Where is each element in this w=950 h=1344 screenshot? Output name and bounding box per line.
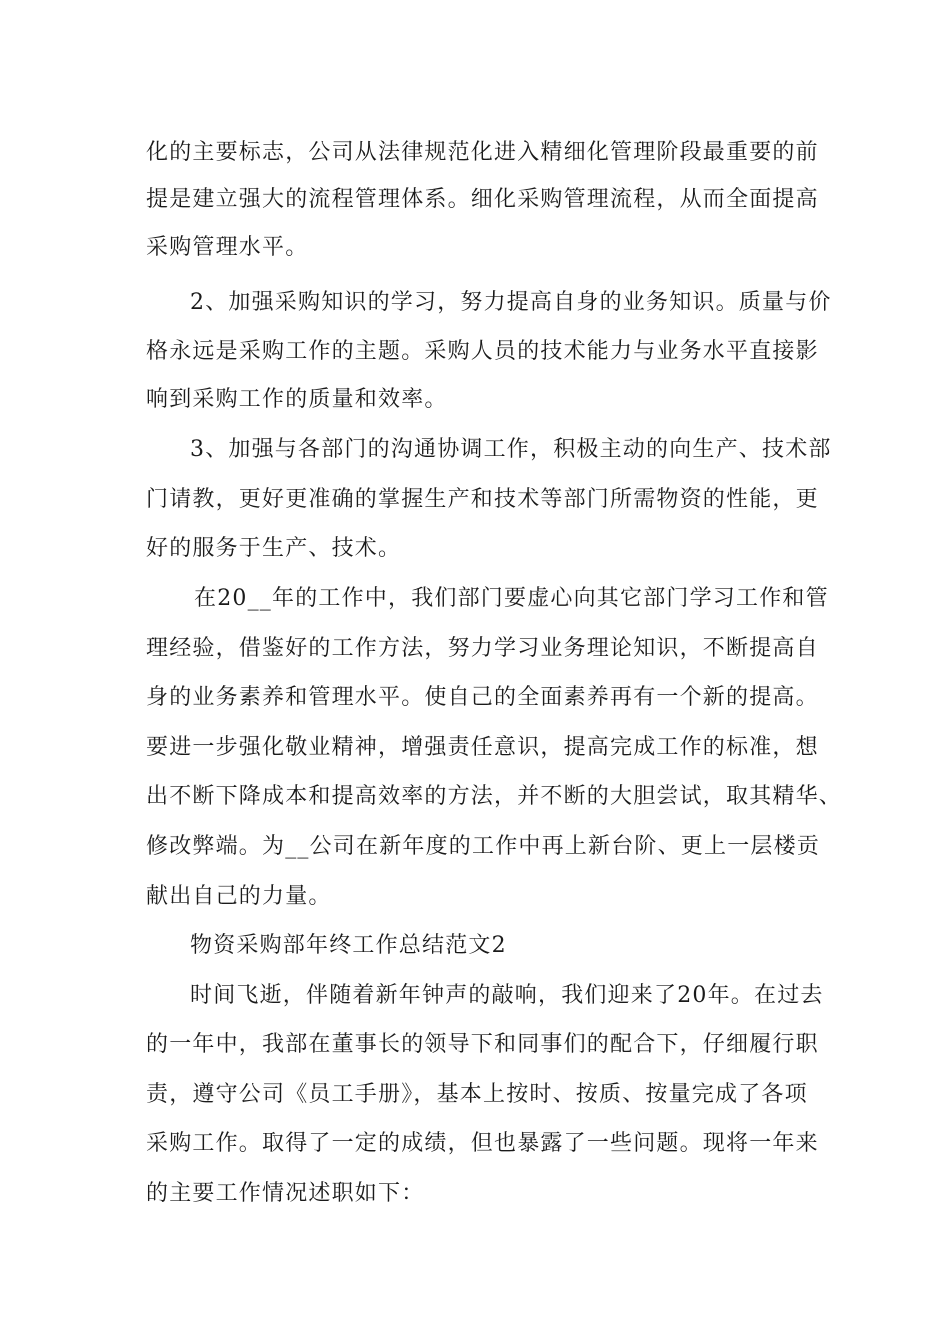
- text-line: 出不断下降成本和提高效率的方法，并不断的大胆尝试，取其精华、: [146, 784, 843, 809]
- text-line: 献出自己的力量。: [146, 884, 332, 909]
- text-line: 要进一步强化敬业精神，增强责任意识，提高完成工作的标准，想: [146, 735, 819, 760]
- text-line: 门请教，更好更准确的掌握生产和技术等部门所需物资的性能，更: [146, 487, 819, 512]
- text-line: 理经验，借鉴好的工作方法，努力学习业务理论知识，不断提高自: [146, 636, 819, 661]
- text-line: 响到采购工作的质量和效率。: [146, 387, 448, 412]
- text-line: 修改弊端。为__公司在新年度的工作中再上新台阶、更上一层楼贡: [146, 834, 821, 859]
- text-line: 好的服务于生产、技术。: [146, 536, 402, 561]
- section-heading: 物资采购部年终工作总结范文2: [190, 933, 507, 958]
- text-line: 2、加强采购知识的学习，努力提高自身的业务知识。质量与价: [190, 290, 832, 315]
- text-line: 3、加强与各部门的沟通协调工作，积极主动的向生产、技术部: [190, 437, 832, 462]
- text-line: 的一年中，我部在董事长的领导下和同事们的配合下，仔细履行职: [146, 1032, 819, 1057]
- text-line: 采购管理水平。: [146, 235, 309, 260]
- text-line: 身的业务素养和管理水平。使自己的全面素养再有一个新的提高。: [146, 685, 819, 710]
- text-line: 责，遵守公司《员工手册》，基本上按时、按质、按量完成了各项: [146, 1082, 808, 1107]
- text-line: 的主要工作情况述职如下：: [146, 1181, 425, 1206]
- text-line: 采购工作。取得了一定的成绩，但也暴露了一些问题。现将一年来: [146, 1131, 819, 1156]
- text-line: 在20__年的工作中，我们部门要虚心向其它部门学习工作和管: [194, 586, 829, 611]
- text-line: 化的主要标志，公司从法律规范化进入精细化管理阶段最重要的前: [146, 140, 819, 165]
- text-line: 格永远是采购工作的主题。采购人员的技术能力与业务水平直接影: [146, 339, 819, 364]
- text-line: 时间飞逝，伴随着新年钟声的敲响，我们迎来了20年。在过去: [190, 983, 824, 1008]
- text-line: 提是建立强大的流程管理体系。细化采购管理流程，从而全面提高: [146, 187, 819, 212]
